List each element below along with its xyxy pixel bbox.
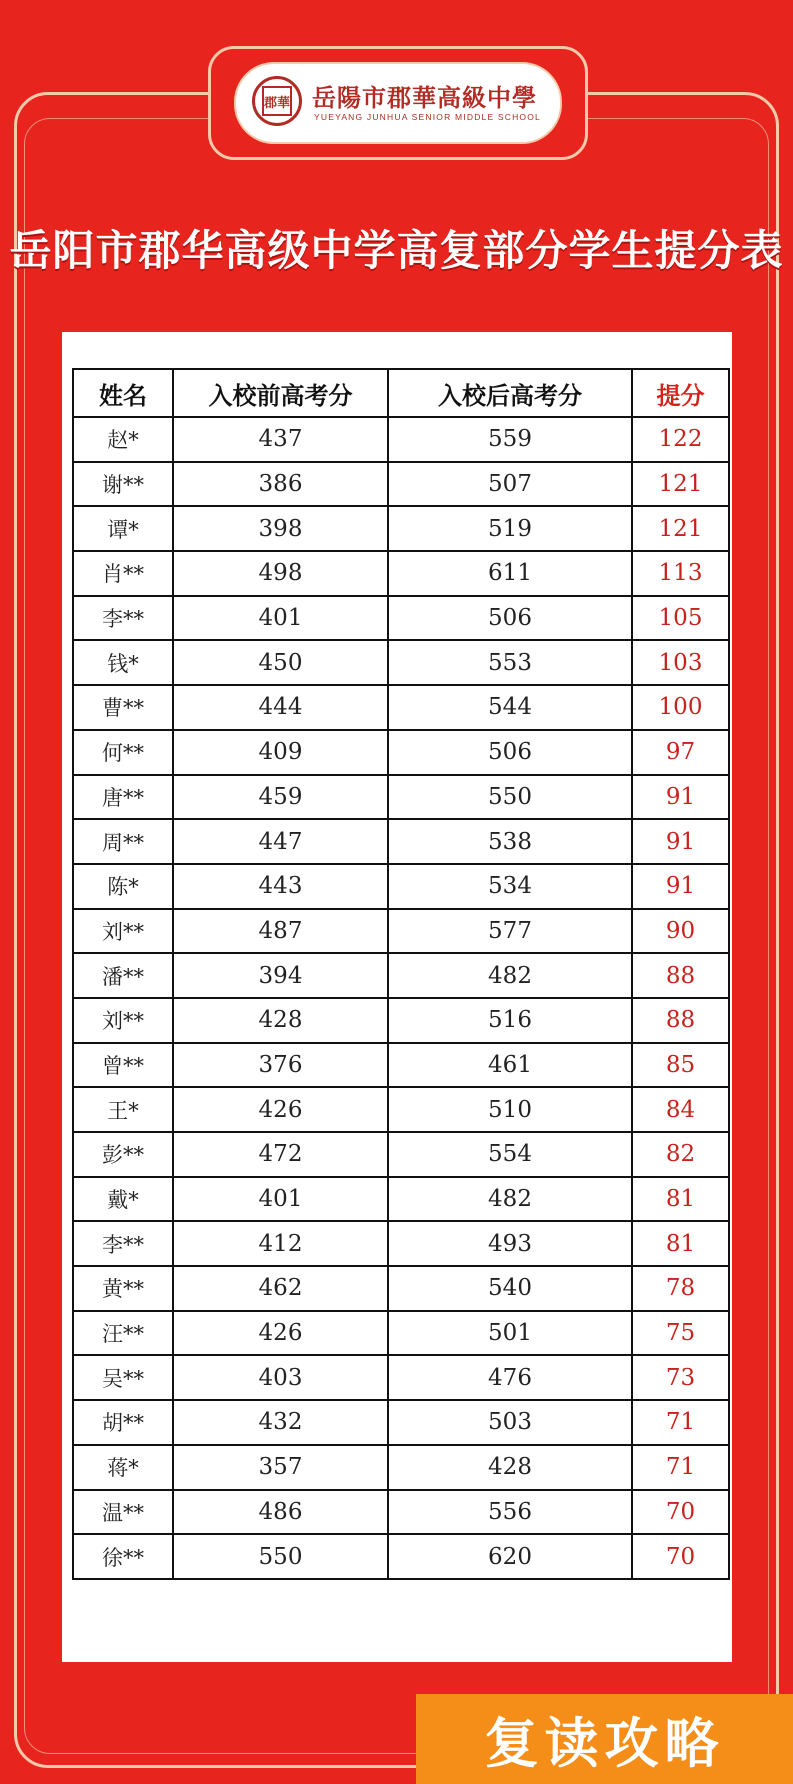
cell-name: 李** — [73, 1221, 173, 1266]
cell-name: 吴** — [73, 1355, 173, 1400]
cell-before-score: 450 — [173, 640, 388, 685]
cell-gain: 81 — [632, 1221, 729, 1266]
school-seal-text: 郡華 — [262, 86, 292, 116]
cell-name: 唐** — [73, 775, 173, 820]
cell-name: 戴* — [73, 1177, 173, 1222]
cell-name: 彭** — [73, 1132, 173, 1177]
review-guide-badge: 复读攻略 — [416, 1694, 793, 1784]
cell-gain: 113 — [632, 551, 729, 596]
cell-before-score: 398 — [173, 506, 388, 551]
cell-name: 陈* — [73, 864, 173, 909]
table-row — [73, 909, 729, 954]
cell-name: 曹** — [73, 685, 173, 730]
table-row — [73, 506, 729, 551]
cell-gain: 85 — [632, 1043, 729, 1088]
cell-before-score: 472 — [173, 1132, 388, 1177]
table-row — [73, 1355, 729, 1400]
cell-gain: 78 — [632, 1266, 729, 1311]
table-row — [73, 775, 729, 820]
cell-gain: 100 — [632, 685, 729, 730]
cell-after-score: 507 — [388, 462, 632, 507]
cell-name: 李** — [73, 596, 173, 641]
cell-after-score: 550 — [388, 775, 632, 820]
table-row — [73, 1400, 729, 1445]
cell-before-score: 426 — [173, 1311, 388, 1356]
table-row — [73, 596, 729, 641]
cell-after-score: 538 — [388, 819, 632, 864]
cell-name: 刘** — [73, 998, 173, 1043]
cell-gain: 105 — [632, 596, 729, 641]
header-after-score: 入校后高考分 — [388, 369, 632, 417]
cell-after-score: 620 — [388, 1534, 632, 1579]
score-table — [72, 368, 730, 1580]
cell-before-score: 376 — [173, 1043, 388, 1088]
table-body — [73, 417, 729, 1579]
table-row — [73, 1132, 729, 1177]
table-row — [73, 819, 729, 864]
cell-after-score: 482 — [388, 1177, 632, 1222]
cell-name: 汪** — [73, 1311, 173, 1356]
cell-gain: 71 — [632, 1445, 729, 1490]
cell-after-score: 461 — [388, 1043, 632, 1088]
cell-name: 何** — [73, 730, 173, 775]
table-row — [73, 1266, 729, 1311]
cell-gain: 81 — [632, 1177, 729, 1222]
table-row — [73, 1311, 729, 1356]
cell-before-score: 401 — [173, 1177, 388, 1222]
cell-after-score: 559 — [388, 417, 632, 462]
cell-name: 黄** — [73, 1266, 173, 1311]
table-row — [73, 953, 729, 998]
cell-after-score: 503 — [388, 1400, 632, 1445]
table-row — [73, 864, 729, 909]
page-title: 岳阳市郡华高级中学高复部分学生提分表 — [9, 226, 784, 275]
table-row — [73, 1177, 729, 1222]
cell-before-score: 426 — [173, 1087, 388, 1132]
cell-after-score: 476 — [388, 1355, 632, 1400]
cell-after-score: 519 — [388, 506, 632, 551]
table-row — [73, 1490, 729, 1535]
cell-gain: 88 — [632, 953, 729, 998]
cell-before-score: 447 — [173, 819, 388, 864]
cell-after-score: 554 — [388, 1132, 632, 1177]
table-row — [73, 1087, 729, 1132]
cell-after-score: 510 — [388, 1087, 632, 1132]
table-row — [73, 685, 729, 730]
cell-after-score: 577 — [388, 909, 632, 954]
cell-before-score: 401 — [173, 596, 388, 641]
table-row — [73, 1043, 729, 1088]
cell-before-score: 432 — [173, 1400, 388, 1445]
cell-name: 谭* — [73, 506, 173, 551]
cell-gain: 121 — [632, 462, 729, 507]
cell-before-score: 409 — [173, 730, 388, 775]
cell-name: 肖** — [73, 551, 173, 596]
cell-name: 赵* — [73, 417, 173, 462]
cell-gain: 82 — [632, 1132, 729, 1177]
cell-before-score: 444 — [173, 685, 388, 730]
cell-name: 钱* — [73, 640, 173, 685]
cell-gain: 75 — [632, 1311, 729, 1356]
header-gain: 提分 — [632, 369, 729, 417]
cell-after-score: 506 — [388, 730, 632, 775]
cell-after-score: 428 — [388, 1445, 632, 1490]
cell-gain: 70 — [632, 1534, 729, 1579]
table-row — [73, 640, 729, 685]
cell-after-score: 534 — [388, 864, 632, 909]
cell-gain: 122 — [632, 417, 729, 462]
table-row — [73, 1445, 729, 1490]
cell-gain: 121 — [632, 506, 729, 551]
school-name-en: YUEYANG JUNHUA SENIOR MIDDLE SCHOOL — [314, 112, 541, 122]
cell-after-score: 540 — [388, 1266, 632, 1311]
table-row — [73, 998, 729, 1043]
cell-before-score: 498 — [173, 551, 388, 596]
cell-name: 潘** — [73, 953, 173, 998]
table-row — [73, 462, 729, 507]
cell-after-score: 493 — [388, 1221, 632, 1266]
cell-gain: 91 — [632, 864, 729, 909]
cell-gain: 91 — [632, 819, 729, 864]
cell-after-score: 553 — [388, 640, 632, 685]
cell-before-score: 487 — [173, 909, 388, 954]
cell-gain: 88 — [632, 998, 729, 1043]
cell-name: 王* — [73, 1087, 173, 1132]
cell-after-score: 544 — [388, 685, 632, 730]
cell-before-score: 459 — [173, 775, 388, 820]
cell-name: 刘** — [73, 909, 173, 954]
cell-before-score: 357 — [173, 1445, 388, 1490]
cell-name: 曾** — [73, 1043, 173, 1088]
cell-name: 胡** — [73, 1400, 173, 1445]
cell-before-score: 437 — [173, 417, 388, 462]
school-name-cn: 岳陽市郡華高級中學 — [312, 83, 537, 112]
school-seal-icon — [252, 76, 302, 126]
cell-after-score: 501 — [388, 1311, 632, 1356]
cell-name: 谢** — [73, 462, 173, 507]
table-row — [73, 1221, 729, 1266]
cell-before-score: 462 — [173, 1266, 388, 1311]
cell-gain: 70 — [632, 1490, 729, 1535]
cell-after-score: 506 — [388, 596, 632, 641]
cell-gain: 84 — [632, 1087, 729, 1132]
cell-before-score: 394 — [173, 953, 388, 998]
cell-before-score: 386 — [173, 462, 388, 507]
cell-before-score: 428 — [173, 998, 388, 1043]
cell-before-score: 550 — [173, 1534, 388, 1579]
cell-after-score: 516 — [388, 998, 632, 1043]
cell-after-score: 611 — [388, 551, 632, 596]
cell-gain: 90 — [632, 909, 729, 954]
cell-after-score: 556 — [388, 1490, 632, 1535]
cell-before-score: 486 — [173, 1490, 388, 1535]
table-header-row — [73, 369, 729, 417]
cell-gain: 91 — [632, 775, 729, 820]
cell-gain: 73 — [632, 1355, 729, 1400]
cell-before-score: 403 — [173, 1355, 388, 1400]
cell-gain: 103 — [632, 640, 729, 685]
cell-gain: 97 — [632, 730, 729, 775]
cell-name: 周** — [73, 819, 173, 864]
table-row — [73, 1534, 729, 1579]
header-before-score: 入校前高考分 — [173, 369, 388, 417]
cell-name: 徐** — [73, 1534, 173, 1579]
cell-name: 温** — [73, 1490, 173, 1535]
table-row — [73, 551, 729, 596]
cell-before-score: 443 — [173, 864, 388, 909]
cell-name: 蒋* — [73, 1445, 173, 1490]
table-row — [73, 730, 729, 775]
cell-gain: 71 — [632, 1400, 729, 1445]
header-name: 姓名 — [73, 369, 173, 417]
cell-before-score: 412 — [173, 1221, 388, 1266]
table-row — [73, 417, 729, 462]
cell-after-score: 482 — [388, 953, 632, 998]
